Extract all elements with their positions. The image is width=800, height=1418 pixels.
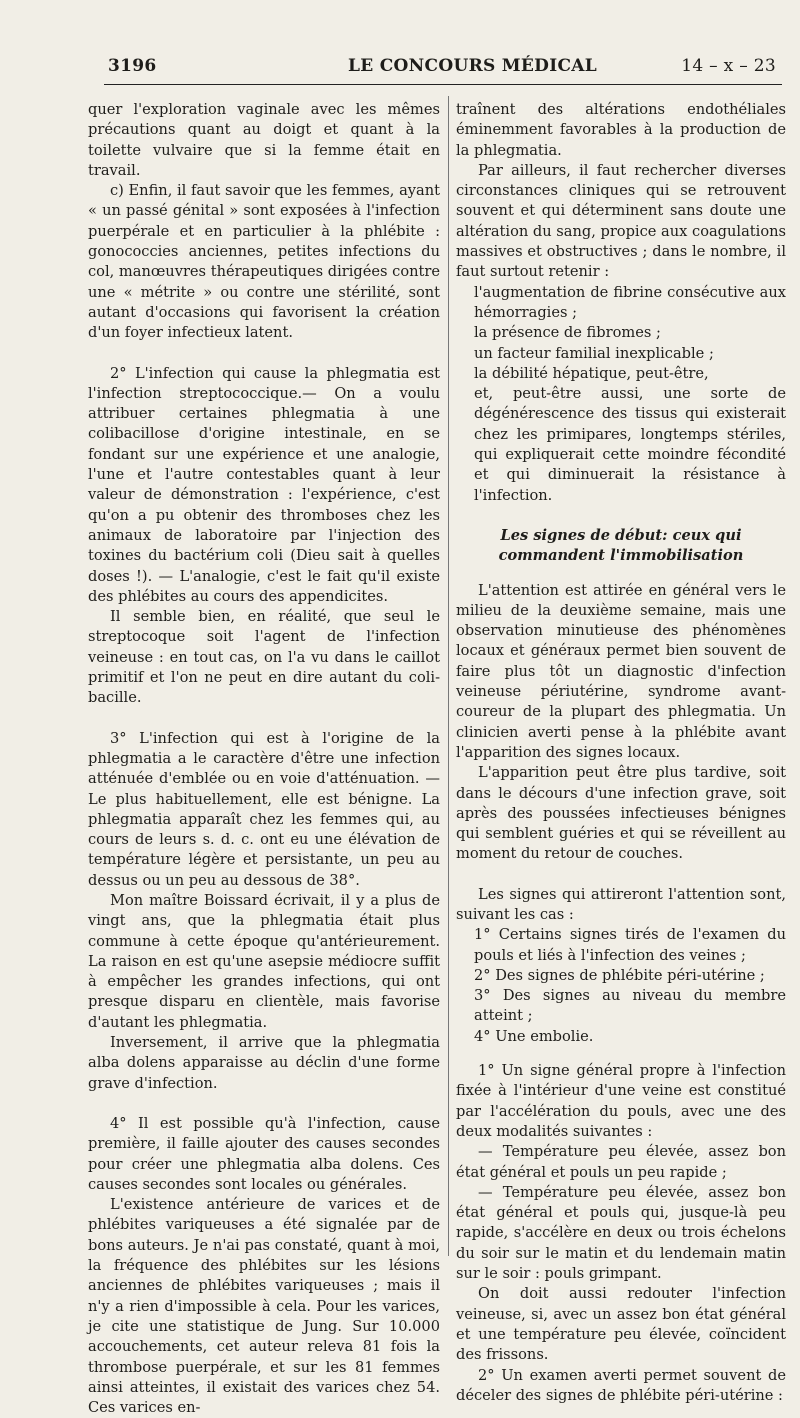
paragraph: 1° Un signe général propre à l'infection fixée à l'intérieur d'une veine est constitué par l'accélération du pouls, avec une des deux modalités suivantes : <box>456 1062 786 1140</box>
left-column <box>88 100 440 1418</box>
paragraph: On doit aussi redouter l'infection veineuse, si, avec un assez bon état général et une température peu élevée, coïncident des frissons. <box>456 1285 786 1364</box>
list-item: 3° Des signes au niveau du membre atteint ; <box>474 987 786 1025</box>
journal-title: LE CONCOURS MÉDICAL <box>348 56 598 76</box>
right-column <box>456 100 786 1406</box>
page-number: 3196 <box>108 56 157 76</box>
paragraph: — Température peu élevée, assez bon état général et pouls qui, jusque-là peu rapide, s'accélère en deux ou trois échelons du soir sur le matin et du lendemain matin sur le soir : pouls grimpant. <box>456 1183 786 1283</box>
paragraph: L'existence antérieure de varices et de phlébites variqueuses a été signalée par de bons auteurs. Je n'ai pas constaté, quant à moi, la fréquence des phlébites sur les lésions anciennes de phlébites variqueuses ; mais il n'y a rien d'impossible à cela. Pour les varices, je cite une statistique de Jung. Sur 10.000 accouchements, cet auteur releva 81 fois la thrombose puerpérale, et sur les 81 femmes ainsi atteintes, il existait des varices chez 54. Ces varices en- <box>88 1196 440 1417</box>
paragraph: Inversement, il arrive que la phlegmatia alba dolens apparaisse au déclin d'une forme grave d'infection. <box>88 1034 440 1092</box>
list-item: la présence de fibromes ; <box>474 324 661 342</box>
list-item: 2° Des signes de phlébite péri-utérine ; <box>474 966 765 984</box>
paragraph: c) Enfin, il faut savoir que les femmes, ayant « un passé génital » sont exposées à l'infection puerpérale et en particulier à la phlébite : gonococcies anciennes, petites infections du col, manœuvres thérapeutiques dirigées contre une « métrite » ou contre une stérilité, sont autant d'occasions qui favorisent la création d'un foyer infectieux latent. <box>88 182 440 342</box>
paragraph: Mon maître Boissard écrivait, il y a plus de vingt ans, que la phlegmatia était plus commune à cette époque qu'antérieurement. La raison en est qu'une asepsie médiocre suffit à empêcher les grandes infections, qui ont presque disparu en clientèle, mais favorise d'autant les phlegmatia. <box>88 891 440 1031</box>
header-rule <box>104 84 782 85</box>
paragraph: L'attention est attirée en général vers le milieu de la deuxième semaine, mais une observation minutieuse des phénomènes locaux et généraux permet bien souvent de faire plus tôt un diagnostic d'infection veineuse périutérine, syndrome avant-coureur de la plupart des phlegmatia. Un clinicien averti pense à la phlébite avant l'apparition des signes locaux. <box>456 581 786 761</box>
page-header <box>108 56 776 82</box>
paragraph: — Température peu élevée, assez bon état général et pouls un peu rapide ; <box>456 1143 786 1181</box>
paragraph: L'apparition peut être plus tardive, soit dans le décours d'une infection grave, soit après des poussées infectieuses bénignes qui semblent guéries et qui se réveillent au moment du retour de couches. <box>456 764 786 863</box>
column-divider <box>448 96 449 1256</box>
paragraph: traînent des altérations endothéliales éminemment favorables à la production de la phlegmatia. <box>456 101 786 159</box>
paragraph: quer l'exploration vaginale avec les mêmes précautions quant au doigt et quant à la toilette vulvaire que si la femme était en travail. <box>88 101 440 179</box>
list-item: 1° Certains signes tirés de l'examen du pouls et liés à l'infection des veines ; <box>474 926 786 964</box>
section-heading: Les signes de début: ceux qui commandent l'immobilisation <box>498 526 744 565</box>
paragraph: Il semble bien, en réalité, que seul le streptocoque soit l'agent de l'infection veineuse : en tout cas, on l'a vu dans le caillot primitif et l'on ne peut en dire autant du coli-bacille. <box>88 608 440 707</box>
paragraph: Les signes qui attireront l'attention sont, suivant les cas : <box>456 885 786 923</box>
paragraph: Par ailleurs, il faut rechercher diverses circonstances cliniques qui se retrouvent souvent et qui déterminent sans doute une altération du sang, propice aux coagulations massives et obstructives ; dans le nombre, il faut surtout retenir : <box>456 161 786 281</box>
paragraph: 3° L'infection qui est à l'origine de la phlegmatia a le caractère d'être une infection atténuée d'emblée ou en voie d'atténuation. — Le plus habituellement, elle est bénigne. La phlegmatia apparaît chez les femmes qui, au cours de leurs s. d. c. ont eu une élévation de température légère et persistante, un peu au dessus ou un peu au dessous de 38°. <box>88 729 440 889</box>
paragraph: 2° L'infection qui cause la phlegmatia est l'infection streptococcique.— On a voulu attribuer certaines phlegmatia à une colibacillose d'origine intestinale, en se fondant sur une expérience et une analogie, l'une et l'autre contestables quant à leur valeur de démonstration : l'expérience, c'est qu'on a pu obtenir des thromboses chez les animaux de laboratoire par l'injection des toxines du bactérium coli (Dieu sait à quelles doses !). — L'analogie, c'est le fait qu'il existe des phlébites au cours des appendicites. <box>88 364 440 605</box>
list-item: et, peut-être aussi, une sorte de dégénérescence des tissus qui existerait chez les primipares, longtemps stériles, qui expliquerait cette moindre fécondité et qui diminuerait la résistance à l'infection. <box>474 385 786 504</box>
list-item: l'augmentation de fibrine consécutive aux hémorragies ; <box>474 283 786 321</box>
issue-date: 14 – x – 23 <box>681 56 776 76</box>
paragraph: 4° Il est possible qu'à l'infection, cause première, il faille ajouter des causes secondes pour créer une phlegmatia alba dolens. Ces causes secondes sont locales ou générales. <box>88 1114 440 1193</box>
circumstances-list <box>456 283 786 506</box>
signs-list <box>456 925 786 1047</box>
paragraph: 2° Un examen averti permet souvent de déceler des signes de phlébite péri-utérine : <box>456 1366 786 1404</box>
list-item: la débilité hépatique, peut-être, <box>474 364 709 382</box>
list-item: un facteur familial inexplicable ; <box>474 344 714 362</box>
list-item: 4° Une embolie. <box>474 1027 594 1045</box>
